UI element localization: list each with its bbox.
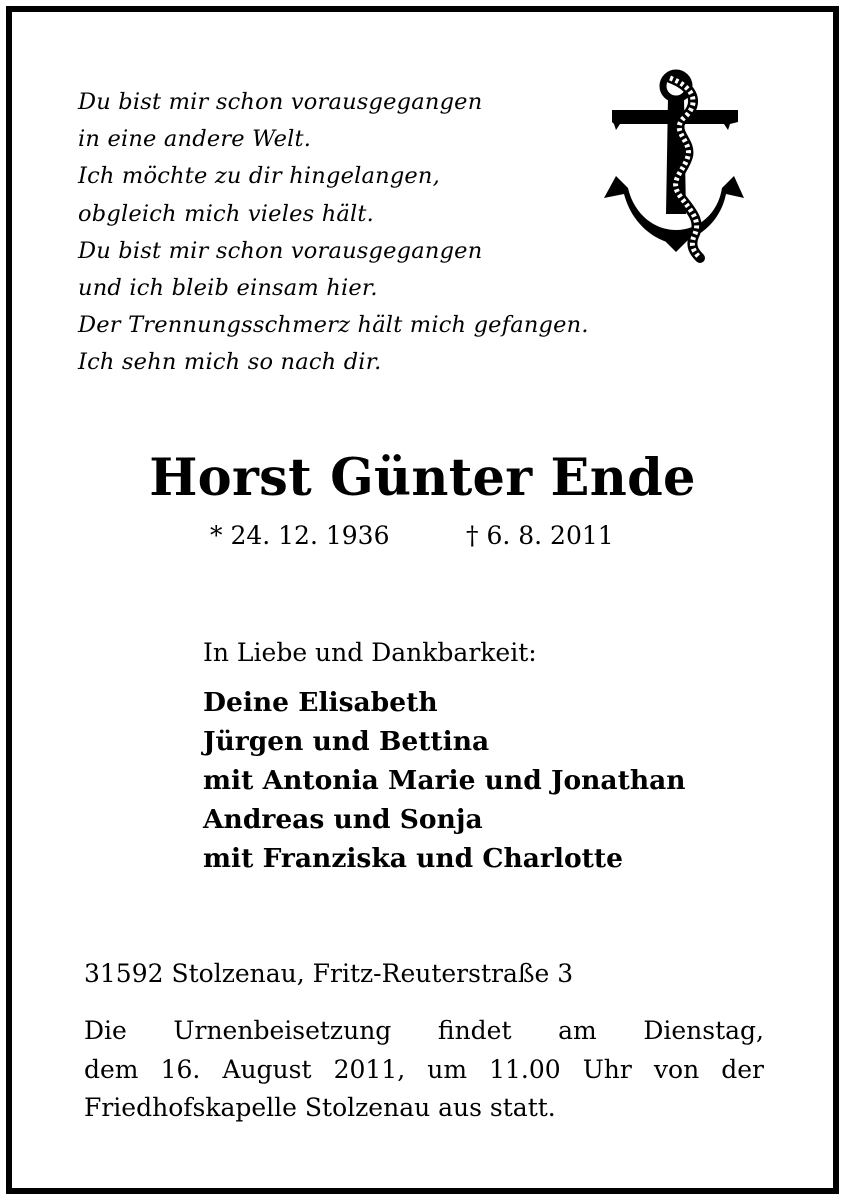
poem-line: in eine andere Welt. <box>78 126 312 153</box>
mourner-name: Jürgen und Bettina <box>203 726 490 757</box>
anchor-icon <box>598 64 746 264</box>
poem-line: Der Trennungsschmerz hält mich gefangen. <box>78 312 589 339</box>
notice-line: dem 16. August 2011, um 11.00 Uhr von der <box>84 1054 764 1084</box>
mourner-name: Deine Elisabeth <box>203 687 438 718</box>
birth-date: * 24. 12. 1936 <box>210 521 390 550</box>
poem-line: obgleich mich vieles hält. <box>78 200 375 227</box>
death-date: † 6. 8. 2011 <box>466 521 614 550</box>
deceased-name: Horst Günter Ende <box>149 448 696 508</box>
funeral-notice <box>84 1012 764 1128</box>
address: 31592 Stolzenau, Fritz-Reuterstraße 3 <box>84 959 574 988</box>
notice-line: Friedhofskapelle Stolzenau aus statt. <box>84 1093 556 1122</box>
mourner-name: mit Franziska und Charlotte <box>203 843 623 874</box>
notice-line: Die Urnenbeisetzung findet am Dienstag, <box>84 1016 764 1045</box>
mourner-name: mit Antonia Marie und Jonathan <box>203 765 686 796</box>
poem-line: Ich möchte zu dir hingelangen, <box>78 163 440 190</box>
poem-line: Ich sehn mich so nach dir. <box>78 349 382 376</box>
mourners-intro: In Liebe und Dankbarkeit: <box>203 638 537 667</box>
poem-line: Du bist mir schon vorausgegangen <box>78 237 483 264</box>
poem-line: Du bist mir schon vorausgegangen <box>78 89 483 115</box>
mourners-list <box>203 683 686 878</box>
mourner-name: Andreas und Sonja <box>203 804 483 835</box>
poem-line: und ich bleib einsam hier. <box>78 275 378 302</box>
